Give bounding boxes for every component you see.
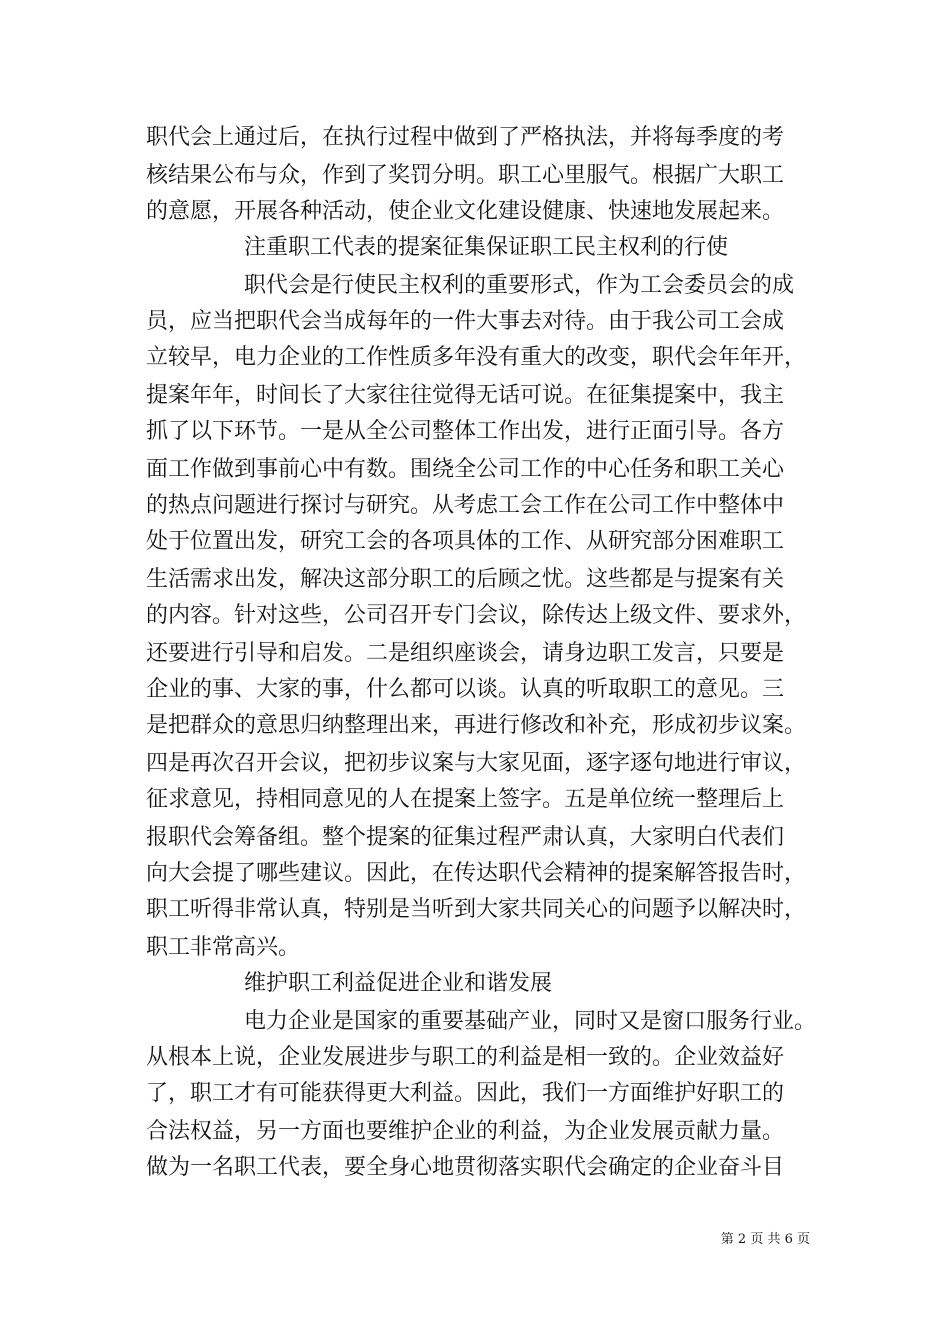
body-text-line: 生活需求出发，解决这部分职工的后顾之忧。这些都是与提案有关 [146,567,785,592]
body-text-line: 员，应当把职代会当成每年的一件大事去对待。由于我公司工会成 [146,309,785,334]
body-text-line: 的内容。针对这些，公司召开专门会议，除传达上级文件、要求外， [146,603,807,628]
body-text-line: 是把群众的意思归纳整理出来，再进行修改和补充，形成初步议案。 [146,713,807,738]
body-text-line: 还要进行引导和启发。二是组织座谈会，请身边职工发言，只要是 [146,641,785,666]
body-text-line: 做为一名职工代表，要全身心地贯彻落实职代会确定的企业奋斗目 [146,1155,785,1180]
body-text-line: 职代会上通过后，在执行过程中做到了严格执法，并将每季度的考 [146,125,785,150]
body-text-line: 从根本上说，企业发展进步与职工的利益是相一致的。企业效益好 [146,1045,785,1070]
body-text-line: 抓了以下环节。一是从全公司整体工作出发，进行正面引导。各方 [146,419,785,444]
body-text-line: 征求意见，持相同意见的人在提案上签字。五是单位统一整理后上 [146,787,785,812]
body-text-line: 核结果公布与众，作到了奖罚分明。职工心里服气。根据广大职工 [146,163,785,188]
section-heading: 注重职工代表的提案征集保证职工民主权利的行使 [244,235,729,260]
body-text-line: 的热点问题进行探讨与研究。从考虑工会工作在公司工作中整体中 [146,493,785,518]
body-text-line: 电力企业是国家的重要基础产业，同时又是窗口服务行业。 [244,1009,817,1034]
body-text-line: 立较早，电力企业的工作性质多年没有重大的改变，职代会年年开， [146,345,807,370]
body-text-line: 处于位置出发，研究工会的各项具体的工作、从研究部分困难职工 [146,529,785,554]
body-text-line: 面工作做到事前心中有数。围绕全公司工作的中心任务和职工关心 [146,457,785,482]
body-text-line: 合法权益，另一方面也要维护企业的利益，为企业发展贡献力量。 [146,1119,785,1144]
body-text-line: 四是再次召开会议，把初步议案与大家见面，逐字逐句地进行审议， [146,751,807,776]
section-heading: 维护职工利益促进企业和谐发展 [244,971,553,996]
body-text-line: 职工听得非常认真，特别是当听到大家共同关心的问题予以解决时， [146,897,807,922]
body-text-line: 了，职工才有可能获得更大利益。因此，我们一方面维护好职工的 [146,1081,785,1106]
page-number-footer: 第 2 页 共 6 页 [720,1232,810,1247]
body-text-line: 提案年年，时间长了大家往往觉得无话可说。在征集提案中，我主 [146,383,785,408]
body-text-line: 报职代会筹备组。整个提案的征集过程严肃认真，大家明白代表们 [146,825,785,850]
body-text-line: 职代会是行使民主权利的重要形式，作为工会委员会的成 [244,273,795,298]
body-text-line: 的意愿，开展各种活动，使企业文化建设健康、快速地发展起来。 [146,199,785,224]
body-text-line: 向大会提了哪些建议。因此，在传达职代会精神的提案解答报告时， [146,861,807,886]
body-text-line: 职工非常高兴。 [146,935,301,960]
body-text-line: 企业的事、大家的事，什么都可以谈。认真的听取职工的意见。三 [146,677,785,702]
